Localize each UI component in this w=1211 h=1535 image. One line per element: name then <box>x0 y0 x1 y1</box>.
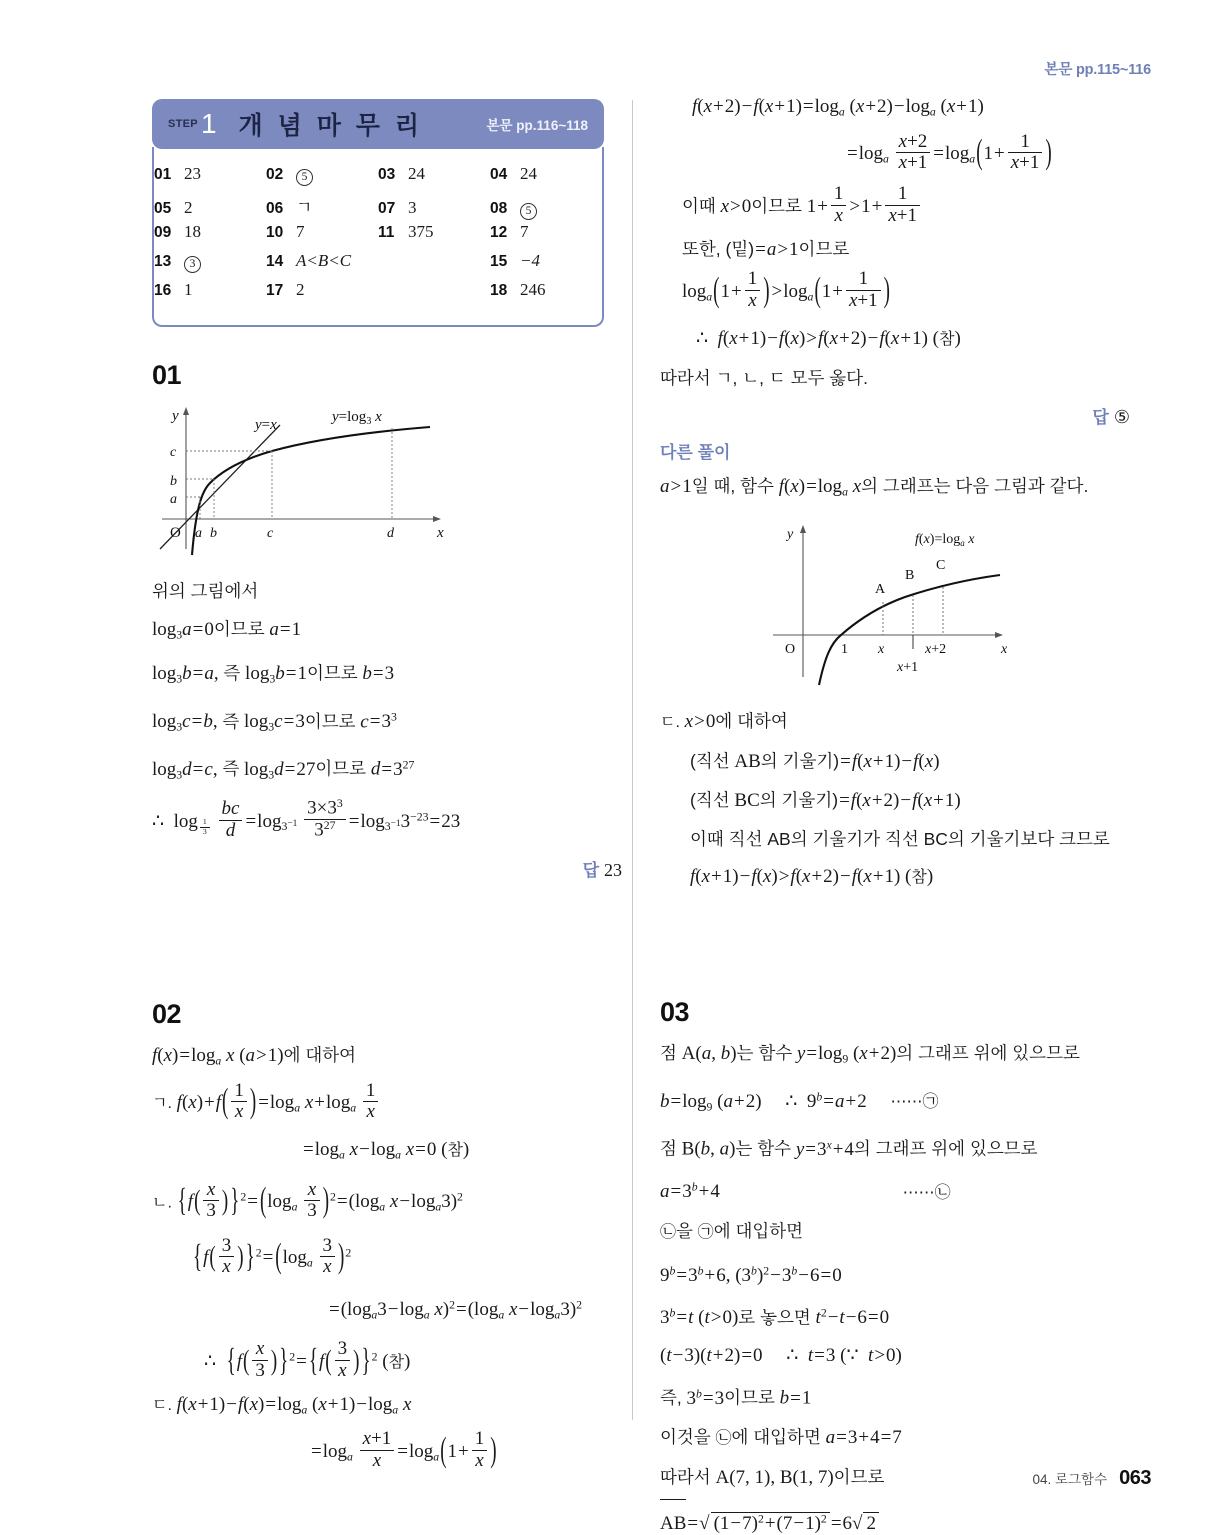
answer-item-11 <box>378 222 490 242</box>
p01-line-4: log3c=b, 즉 log3c=3이므로 $c=3^3$ <box>152 710 397 734</box>
p02-answer-value: ⑤ <box>1113 406 1130 427</box>
step-answer-box <box>152 99 604 327</box>
p02-line-d1: ㄷ. $f(x+1)-f(x)=\log_a$ $(x+1)-\log_a$ x <box>152 1393 412 1416</box>
answer-number: 06 <box>266 200 284 217</box>
answer-number: 10 <box>266 224 284 241</box>
svg-text:y=x: y=x <box>255 417 277 433</box>
p01-line-2: log3a=0이므로 a=1 <box>152 619 302 642</box>
answer-value: 5 <box>520 203 537 220</box>
svg-text:f(x)=loga x: $f(x)=\log_a$ x <box>915 532 975 549</box>
p02r-c-line-3: (직선 BC의 기울기)=f(x+2)−f(x+1) <box>690 790 961 812</box>
p03-line-11: 따라서 A(7, 1), B(1, 7)이므로 <box>660 1466 885 1488</box>
p02r-line-6: ∴ f(x+1)−f(x)>f(x+2)−f(x+1) (참) <box>696 327 961 349</box>
alternative-solution-heading: 다른 풀이 <box>660 442 731 462</box>
svg-text:c: c <box>170 445 177 460</box>
answer-value: 7 <box>520 222 529 241</box>
answer-value: 3 <box>408 198 417 217</box>
answer-number: 13 <box>154 253 172 270</box>
answer-item-09 <box>154 222 266 242</box>
answer-value: 2 <box>184 198 193 217</box>
step-keyword: STEP <box>168 118 198 130</box>
p01-answer-value: 23 <box>604 859 622 880</box>
answer-number: 07 <box>378 200 396 217</box>
p02r-alt-intro: a>1일 때, 함수 $f(x)=\log_a$ x의 그래프는 다음 그림과 같다. <box>660 475 1089 499</box>
answer-row <box>154 193 602 222</box>
step-title: 개 념 마 무 리 <box>238 112 424 140</box>
page-footer <box>1032 1467 1151 1490</box>
svg-text:x: x <box>1001 642 1008 658</box>
svg-text:a: a <box>195 526 202 541</box>
answer-number: 08 <box>490 200 508 217</box>
p02-line-n4: ∴ {f( $\frac{x}{3}$ ) }$^2$= {f( $\frac{3}{x}$ ) }$^2$ (참) <box>204 1338 411 1381</box>
answer-number: 03 <box>378 166 396 183</box>
answer-row <box>154 164 602 193</box>
p01-line-6: ∴ log $_{\frac{1}{3}}$ $\frac{bc}{d}$ $=\log 3^{-1}$ $\frac{3\times 3^3}{3^{27}}$ $=\log 3^{-1}3^{-23}=23$ <box>152 797 461 841</box>
problem-03-number: 03 <box>660 997 690 1028</box>
answer-value: 24 <box>408 164 425 183</box>
answer-item-03 <box>378 164 490 184</box>
p02r-line-3: 이때 x>0이므로 1+ $\frac{1}{x}$ >1+ $\frac{1}{x+1}$ <box>660 183 1130 230</box>
answer-item-14 <box>266 251 490 271</box>
p02-answer-label: 답 <box>1092 407 1109 427</box>
svg-text:x+1: x+1 <box>897 660 919 676</box>
right-column <box>660 88 1130 1535</box>
answer-item-04 <box>490 164 602 184</box>
answer-item-10 <box>266 222 378 242</box>
answer-row <box>154 280 602 309</box>
answer-number: 15 <box>490 253 508 270</box>
answer-item-02 <box>266 166 378 186</box>
svg-text:C: C <box>936 558 946 574</box>
answer-value: −4 <box>520 251 540 270</box>
answer-value: 23 <box>184 164 201 183</box>
answer-item-16 <box>154 280 266 300</box>
p02-line-g2: $=\log_a$ $x-\log_a$ x=0 (참) <box>303 1139 470 1162</box>
p03-line-7: $3^b=t$ (t>0)로 놓으면 $t^2-t-6=0$ <box>660 1306 890 1329</box>
answer-number: 11 <box>378 224 395 241</box>
answer-item-12 <box>490 222 602 242</box>
p02-intro: $f(x)=\log_a$ x (a>1)에 대하여 <box>152 1044 357 1068</box>
p02-line-n2: {f( $\frac{3}{x}$ ) }$^2= (\log_a$ $\frac{3}{x}$ )$^2$ <box>193 1234 352 1278</box>
p03-line-6: $9^b=3^b+6$, $(3^b)^2-3^b-6=0$ <box>660 1264 842 1286</box>
answer-value: 2 <box>296 280 305 299</box>
answer-value: 1 <box>184 280 193 299</box>
answer-number: 01 <box>154 166 172 183</box>
step-reference: 본문 pp.116~118 <box>486 118 588 133</box>
answer-value: 24 <box>520 164 537 183</box>
p02r-line-2: $=\log_a$ $\frac{x+2}{x+1}$ $=\log_a(1+$ $\frac{1}{x+1}$ ) <box>847 130 1052 174</box>
svg-text:O: O <box>785 642 796 658</box>
answer-item-13 <box>154 253 266 273</box>
problem-01-figure <box>152 397 622 562</box>
p03-line-12: AB=√ $(1-7)^2+(7-1)^2 =6√$ 2 <box>660 1497 1130 1535</box>
answer-item-18 <box>490 280 602 300</box>
svg-text:c: c <box>267 526 274 541</box>
svg-text:y=log3 x: $y=\log_3$ x <box>332 409 382 427</box>
p03-line-10: 이것을 ㉡에 대입하면 a=3+4=7 <box>660 1426 902 1448</box>
p02r-c-line-1: ㄷ. x>0에 대하여 <box>660 711 788 733</box>
answer-number: 05 <box>154 200 172 217</box>
answer-list <box>152 147 604 327</box>
answer-number: 12 <box>490 224 508 241</box>
answer-number: 16 <box>154 282 172 299</box>
p02-line-n3: $=(\log_a3-\log_a$ $x)^2=(\log_a$ $x-\log_a3)^2$ <box>329 1298 583 1322</box>
answer-item-05 <box>154 198 266 218</box>
problem-02-number: 02 <box>152 998 182 1029</box>
p02r-line-1: $f(x+2)-f(x+1)=\log_a$ $(x+2)-\log_a$ (x+1) <box>692 96 984 119</box>
answer-number: 04 <box>490 166 508 183</box>
p03-line-4: $a=3^b+4$ ⋯⋯㉡ <box>660 1180 951 1203</box>
svg-text:a: a <box>170 492 177 507</box>
p02r-c-line-2: (직선 AB의 기울기)=f(x+1)−f(x) <box>690 751 940 773</box>
p02-line-n1: ㄴ. {f( $\frac{x}{3}$ ) }$^2= (\log_a$ $\frac{x}{3}$ )$^2=(\log_a$ $x-\log_a3)^2$ <box>152 1178 463 1222</box>
svg-text:x+2: x+2 <box>925 642 947 658</box>
answer-number: 17 <box>266 282 284 299</box>
svg-text:x: x <box>437 525 444 541</box>
p01-line-1: 위의 그림에서 <box>152 581 259 601</box>
answer-number: 02 <box>266 166 284 183</box>
svg-text:y: y <box>172 408 179 424</box>
p01-answer-label: 답 <box>582 860 599 880</box>
p01-line-3: log3b=a, 즉 log3b=1이므로 b=3 <box>152 663 395 686</box>
answer-row <box>154 222 602 251</box>
answer-item-15 <box>490 251 602 271</box>
column-divider <box>632 100 633 1420</box>
p02r-c-line-5: f(x+1)−f(x)>f(x+2)−f(x+1) (참) <box>690 866 934 888</box>
footer-page-number: 063 <box>1119 1467 1151 1489</box>
svg-text:b: b <box>210 526 217 541</box>
step-header <box>152 99 604 149</box>
p03-line-9: 즉, $3^b=3$이므로 b=1 <box>660 1387 812 1409</box>
p02-line-d2: $=\log_a$ $\frac{x+1}{x}$ $=\log_a(1+$ $\frac{1}{x}$ ) <box>311 1428 497 1471</box>
problem-02-alt-figure <box>660 517 1130 692</box>
answer-item-01 <box>154 164 266 184</box>
p03-line-2: b=log9 (a+2) ∴ $9^b=a+2$ ⋯⋯㉠ <box>660 1090 939 1114</box>
p01-answer <box>152 856 622 881</box>
step-number: 1 <box>200 108 217 139</box>
answer-item-08 <box>490 200 602 220</box>
svg-text:b: b <box>170 474 177 489</box>
p02r-line-5: $\log_a(1+$ $\frac{1}{x}$ ) $>\log_a(1+$ $\frac{1}{x+1}$ ) <box>682 268 890 311</box>
answer-value: A<B<C <box>296 251 352 270</box>
answer-number: 14 <box>266 253 284 270</box>
svg-text:d: d <box>387 526 394 541</box>
answer-value: 7 <box>296 222 305 241</box>
answer-number: 18 <box>490 282 508 299</box>
log-graph-svg <box>152 397 452 557</box>
log-graph-abc-svg <box>765 517 1055 687</box>
p03-line-8: (t−3)(t+2)=0 ∴ t=3 (∵ t>0) <box>660 1345 902 1367</box>
answer-number: 09 <box>154 224 172 241</box>
page-header-reference: 본문 pp.115~116 <box>1044 62 1151 78</box>
answer-item-07 <box>378 198 490 218</box>
p01-line-5: log3d=c, 즉 log3d=27이므로 $d=3^{27}$ <box>152 758 415 782</box>
p03-line-5: ㉡을 ㉠에 대입하면 <box>660 1221 804 1242</box>
answer-row <box>154 251 602 280</box>
svg-text:A: A <box>875 582 886 598</box>
p02-line-g1: ㄱ. f(x)+f( $\frac{1}{x}$ ) $=\log_a$ $x+\log_a$ $\frac{1}{x}$ <box>152 1080 622 1131</box>
p02r-c-line-4: 이때 직선 AB의 기울기가 직선 BC의 기울기보다 크므로 <box>690 829 1110 850</box>
svg-text:x: x <box>878 642 885 658</box>
answer-value: 3 <box>184 256 201 273</box>
left-column <box>152 360 622 1480</box>
problem-01-number: 01 <box>152 360 182 390</box>
p02-answer <box>660 403 1130 428</box>
svg-text:B: B <box>905 568 915 584</box>
answer-value: 5 <box>296 169 313 186</box>
footer-chapter: 04. 로그함수 <box>1032 1472 1108 1487</box>
answer-item-17 <box>266 280 490 300</box>
answer-value: 246 <box>520 280 546 299</box>
svg-text:O: O <box>170 525 181 541</box>
svg-text:y: y <box>787 527 794 543</box>
answer-value: ㄱ <box>296 198 313 217</box>
svg-text:1: 1 <box>841 642 848 658</box>
answer-value: 18 <box>184 222 201 241</box>
p02r-conclusion: 따라서 ㄱ, ㄴ, ㄷ 모두 옳다. <box>660 367 868 388</box>
p03-line-3: 점 B(b, a)는 함수 $y=3^x+4$의 그래프 위에 있으므로 <box>660 1138 1038 1160</box>
answer-item-06 <box>266 193 378 218</box>
p03-line-1: 점 A(a, b)는 함수 y=log9 (x+2)의 그래프 위에 있으므로 <box>660 1043 1080 1066</box>
p02r-line-4: 또한, (밑)=a>1이므로 <box>682 238 850 260</box>
answer-value: 375 <box>408 222 434 241</box>
